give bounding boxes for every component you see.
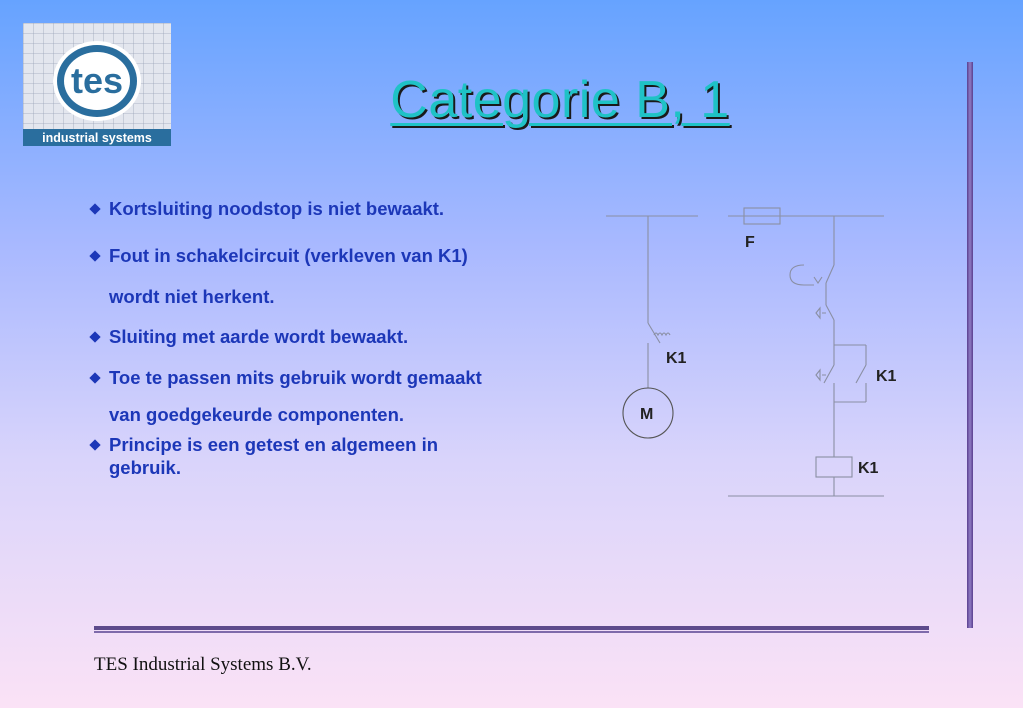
- diamond-bullet-icon: [89, 439, 100, 450]
- motor-label: M: [640, 406, 654, 423]
- emergency-stop-contact: [826, 265, 834, 283]
- logo-subtitle: industrial systems: [42, 131, 152, 145]
- circuit-diagram: [598, 195, 898, 505]
- emergency-stop-head: [790, 265, 822, 285]
- logo-text: tes: [70, 60, 124, 101]
- footer-company: TES Industrial Systems B.V.: [94, 654, 312, 675]
- motor-contactor-switch: [648, 323, 660, 343]
- hold-contact: [856, 365, 866, 383]
- aux-contact-label: K1: [876, 368, 897, 385]
- coil-symbol: [816, 457, 852, 477]
- slide-title[interactable]: Categorie B, 1: [390, 71, 730, 129]
- bullet-list: [90, 195, 560, 479]
- horizontal-divider: [94, 626, 929, 630]
- start-button-contact: [824, 365, 834, 383]
- bullet-text: Fout in schakelcircuit (verkleven van K1): [109, 245, 468, 266]
- stop-button-symbol: [816, 308, 826, 318]
- diamond-bullet-icon: [89, 331, 100, 342]
- horizontal-divider: [94, 631, 929, 633]
- bullet-item: [90, 433, 560, 479]
- thermal-element-symbol: [654, 333, 670, 335]
- bullet-item: [90, 235, 560, 317]
- bullet-text: Kortsluiting noodstop is niet bewaakt.: [109, 198, 445, 219]
- diamond-bullet-icon: [89, 250, 100, 261]
- start-button-symbol: [816, 370, 826, 380]
- bullet-text: Principe is een getest en algemeen in: [109, 434, 439, 455]
- bullet-text: Sluiting met aarde wordt bewaakt.: [109, 326, 409, 347]
- bullet-item: [90, 359, 560, 433]
- bullet-item: [90, 323, 560, 350]
- coil-label: K1: [858, 460, 879, 477]
- bullet-text: wordt niet herkent.: [109, 286, 275, 307]
- diamond-bullet-icon: [89, 203, 100, 214]
- stop-button-contact: [826, 305, 834, 320]
- motor-contact-label: K1: [666, 350, 687, 367]
- bullet-item: [90, 195, 560, 222]
- bullet-text: gebruik.: [109, 457, 181, 478]
- vertical-divider: [967, 62, 973, 628]
- fuse-label: F: [745, 234, 755, 251]
- bullet-text: Toe te passen mits gebruik wordt gemaakt: [109, 367, 482, 388]
- diamond-bullet-icon: [89, 372, 100, 383]
- tes-logo: [23, 23, 171, 146]
- bullet-text: van goedgekeurde componenten.: [109, 404, 405, 425]
